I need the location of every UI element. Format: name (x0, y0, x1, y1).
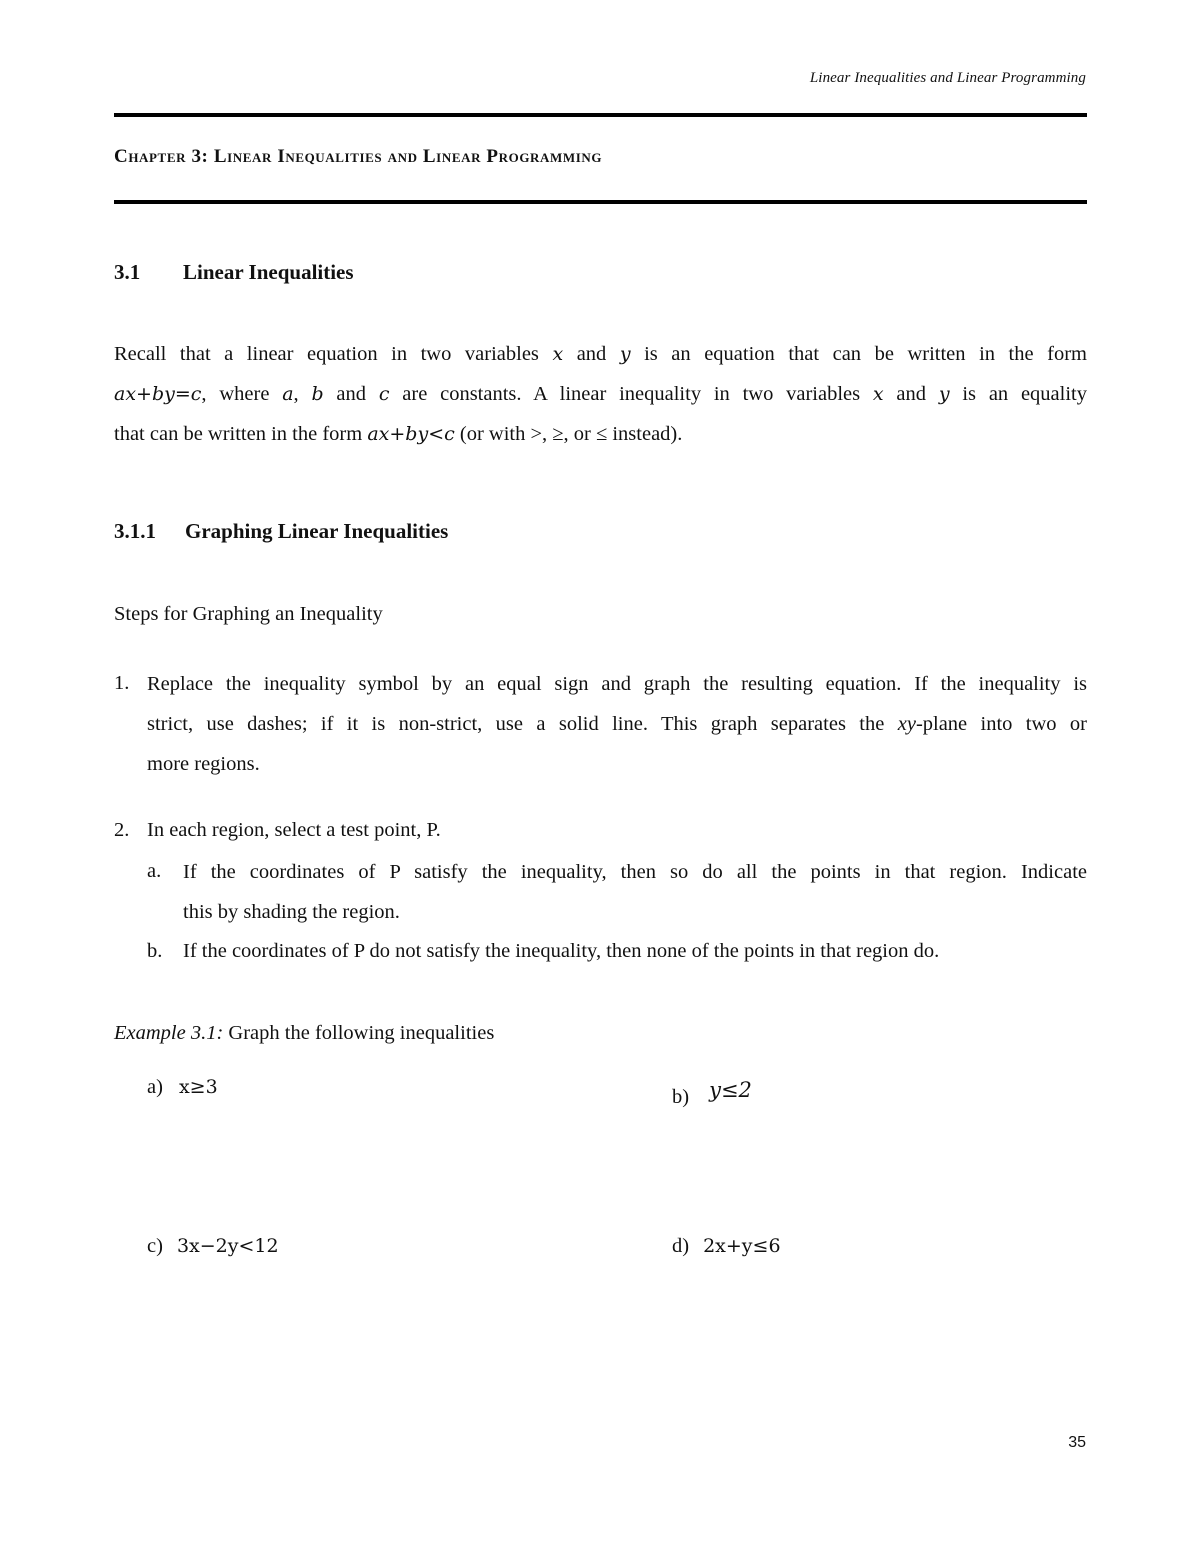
section-title: Linear Inequalities (183, 260, 354, 284)
bottom-rule (114, 200, 1087, 204)
step-1-number: 1. (114, 672, 130, 694)
example-item-b: b) y≤2 (672, 1078, 752, 1108)
example-item-c: c) 3x−2y<12 (147, 1235, 279, 1257)
subsection-title: Graphing Linear Inequalities (185, 519, 449, 543)
example-expr-a: x≥3 (178, 1076, 218, 1098)
chapter-title: Chapter 3: Linear Inequalities and Linear Programming (114, 146, 603, 167)
inequality-linear: ax+by<c (367, 423, 455, 445)
intro-paragraph (114, 334, 1087, 454)
step-2-text: In each region, select a test point, P. (147, 819, 441, 841)
intro-line-1: Recall that a linear equation in two variables x and y is an equation that can be written in the form (114, 343, 1087, 365)
equation-linear: ax+by=c (114, 383, 202, 405)
step-1-text: Replace the inequality symbol by an equal sign and graph the resulting equation. If the inequality is strict, use dashes; if it is non-strict, use a solid line. This graph separates the xy-plane into two or more regions. (147, 673, 1087, 775)
intro-line-3: that can be written in the form ax+by<c (or with >, ≥, or ≤ instead). (114, 423, 683, 445)
example-item-a: a) x≥3 (147, 1076, 218, 1098)
example-expr-c: 3x−2y<12 (176, 1235, 279, 1257)
subsection-number: 3.1.1 (114, 519, 156, 543)
step-2-number: 2. (114, 819, 130, 841)
steps-title: Steps for Graphing an Inequality (114, 603, 383, 625)
example-item-d: d) 2x+y≤6 (672, 1235, 781, 1257)
subsection-heading (114, 519, 714, 549)
running-header: Linear Inequalities and Linear Programming (809, 70, 1086, 86)
step-2b-label: b. (147, 940, 163, 962)
section-number: 3.1 (114, 260, 141, 284)
example-text: Graph the following inequalities (223, 1022, 495, 1044)
section-heading (114, 260, 714, 290)
top-rule (114, 113, 1087, 117)
example-expr-d: 2x+y≤6 (703, 1235, 781, 1257)
step-2b-text: If the coordinates of P do not satisfy the inequality, then none of the points in that region do. (183, 940, 940, 962)
intro-line-2: ax+by=c, where a, b and c are constants. A linear inequality in two variables x and y is an equality (114, 383, 1087, 405)
example-heading (114, 1022, 494, 1045)
example-expr-b: y≤2 (709, 1078, 752, 1102)
step-2a-text: If the coordinates of P satisfy the inequality, then so do all the points in that region. Indicate this by shading the region. (183, 861, 1087, 923)
step-2a-label: a. (147, 860, 162, 882)
page-number: 35 (1068, 1434, 1086, 1451)
example-label: Example 3.1: (114, 1022, 224, 1044)
